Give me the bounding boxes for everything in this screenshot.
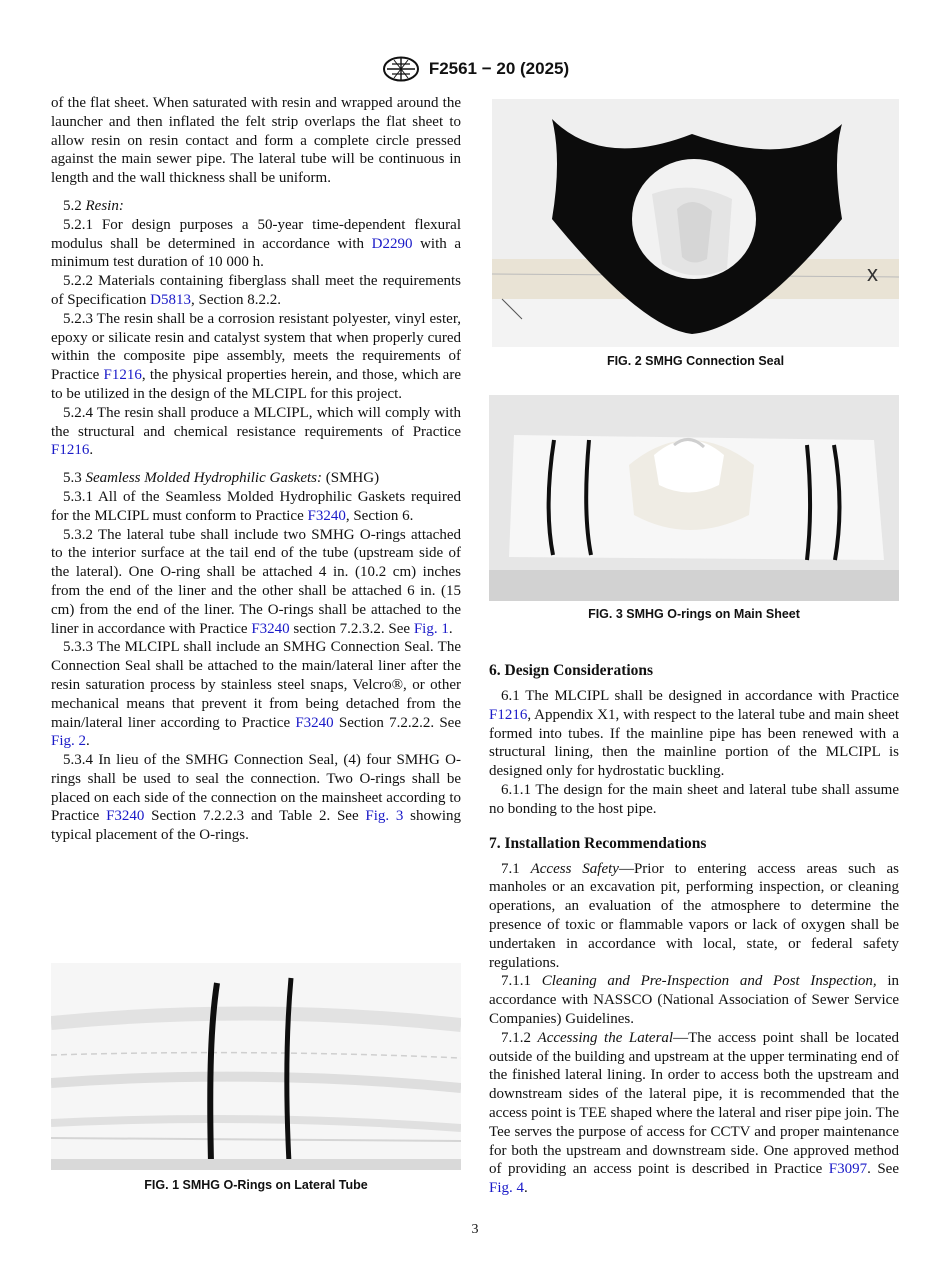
section-5-2-2: 5.2.2 Materials containing fiberglass shall meet the requirements of Specification D5813, Section 8.2.2. [51,273,461,308]
section-7-1-1: 7.1.1 Cleaning and Pre-Inspection and Post Inspection, in accordance with NASSCO (National Association of Sewer Service Companies) Guidelines. [489,973,900,1027]
link-f3240[interactable]: F3240 [307,507,346,524]
right-column [489,661,899,1198]
figure-2-caption: FIG. 2 SMHG Connection Seal [606,354,785,368]
section-5-2-heading: 5.2 Resin: [63,197,124,214]
link-f1216[interactable]: F1216 [103,367,142,384]
page-header [0,56,950,82]
link-d2290[interactable]: D2290 [371,235,413,252]
section-5-3-4: 5.3.4 In lieu of the SMHG Connection Seal, (4) four SMHG O-rings shall be used to seal the connection. Two O-rings shall be placed on each side of the connection on the mainsheet according to Practice F3240 Section 7.2.2.3 and Table 2. See Fig. 3 showing typical placement of the O-rings. [51,752,462,844]
section-7-1-2: 7.1.2 Accessing the Lateral—The access point shall be located outside of the building and upstream at the upper terminating end of the finished lateral lining. In order to access both the upstream and downstream sides of the lateral pipe, it is recommended that the access point is TEE shaped where the lateral and riser pipe join. The Tee serves the purpose of access for CCTV and proper maintenance for both the upstream and downstream side. One approved method of providing an access point is described in Practice F3097. See Fig. 4. [489,1029,899,1197]
astm-logo-icon [381,56,421,82]
link-f3240[interactable]: F3240 [251,620,290,637]
link-fig-4[interactable]: Fig. 4 [489,1180,525,1197]
left-column [51,94,461,845]
document-number: F2561 − 20 (2025) [428,59,570,78]
section-5-3-3: 5.3.3 The MLCIPL shall include an SMHG Connection Seal. The Connection Seal shall be attached to the main/lateral liner after the resin saturation process by stainless steel snaps, Velcro®, or other mechanical means that prevent it from being detached from the main/lateral liner according to Practice F3240 Section 7.2.2.2. See Fig. 2. [51,639,461,750]
figure-1-caption: FIG. 1 SMHG O-Rings on Lateral Tube [144,1178,368,1192]
figure-3-photo [489,395,899,601]
link-f1216[interactable]: F1216 [51,442,90,459]
section-5-3-1: 5.3.1 All of the Seamless Molded Hydrophilic Gaskets required for the MLCIPL must conform to Practice F3240, Section 6. [51,488,461,524]
section-5-2-1: 5.2.1 For design purposes a 50-year time-dependent flexural modulus shall be determined in accordance with D2290 with a minimum test duration of 10 000 h. [51,216,461,271]
section-5-3-heading: 5.3 Seamless Molded Hydrophilic Gaskets: (SMHG) [63,470,380,487]
link-fig-2[interactable]: Fig. 2 [51,733,87,750]
link-fig-3[interactable]: Fig. 3 [365,808,404,825]
page-number: 3 [471,1222,479,1237]
figure-1-photo [51,963,461,1170]
section-5-3-2: 5.3.2 The lateral tube shall include two SMHG O-rings attached to the interior surface at the tail end of the tube (upstream side of the lateral). One O-ring shall be attached 4 in. (10.2 cm) inches from the end of the liner and the other shall be attached 6 in. (15 cm) from the end of the liner. The O-rings shall be attached to the liner in accordance with Practice F3240 section 7.2.3.2. See Fig. 1. [51,526,461,637]
section-6-1: 6.1 The MLCIPL shall be designed in accordance with Practice F1216, Appendix X1, with respect to the lateral tube and main sheet formed into tubes. If the mainline pipe has been renewed with a structural lining, then the mainline portion of the MLCIPL is designed only for hydrostatic buckling. [489,688,899,780]
figure-2-photo [492,99,899,347]
section-7-heading: 7. Installation Recommendations [489,834,707,852]
figure-3-caption: FIG. 3 SMHG O-rings on Main Sheet [588,607,800,621]
link-f3240[interactable]: F3240 [106,808,145,825]
link-d5813[interactable]: D5813 [150,291,191,308]
link-f3097[interactable]: F3097 [828,1161,868,1178]
section-5-2-4: 5.2.4 The resin shall produce a MLCIPL, which will comply with the structural and chemical resistance requirements of Practice F1216. [51,404,461,459]
section-7-1: 7.1 Access Safety—Prior to entering access areas such as manholes or an excavation pit, performing inspection, or cleaning operations, an evaluation of the atmosphere to determine the presence of toxic or flammable vapors or lack of oxygen shall be undertaken in accordance with local, state, or federal safety regulations. [489,860,899,971]
link-fig-1[interactable]: Fig. 1 [413,620,449,637]
svg-text:x: x [867,261,878,286]
section-6-1-1: 6.1.1 The design for the main sheet and lateral tube shall assume no bonding to the host pipe. [489,781,899,817]
paragraph: of the flat sheet. When saturated with resin and wrapped around the launcher and then inflated the felt strip overlaps the flat sheet to allow resin on resin contact and form a complete circle pressed against the main sewer pipe. The lateral tube will be continuous in length and the wall thickness shall be uniform. [51,95,461,187]
section-6-heading: 6. Design Considerations [489,662,654,679]
link-f3240[interactable]: F3240 [295,714,334,731]
section-5-2-3: 5.2.3 The resin shall be a corrosion resistant polyester, vinyl ester, epoxy or silicate resin and catalyst system that when properly cured within the composite pipe assembly, meets the requirements of Practice F1216, the physical properties herein, and those, which are to be utilized in the design of the MLCIPL for this project. [51,310,461,402]
link-f1216[interactable]: F1216 [489,706,528,723]
